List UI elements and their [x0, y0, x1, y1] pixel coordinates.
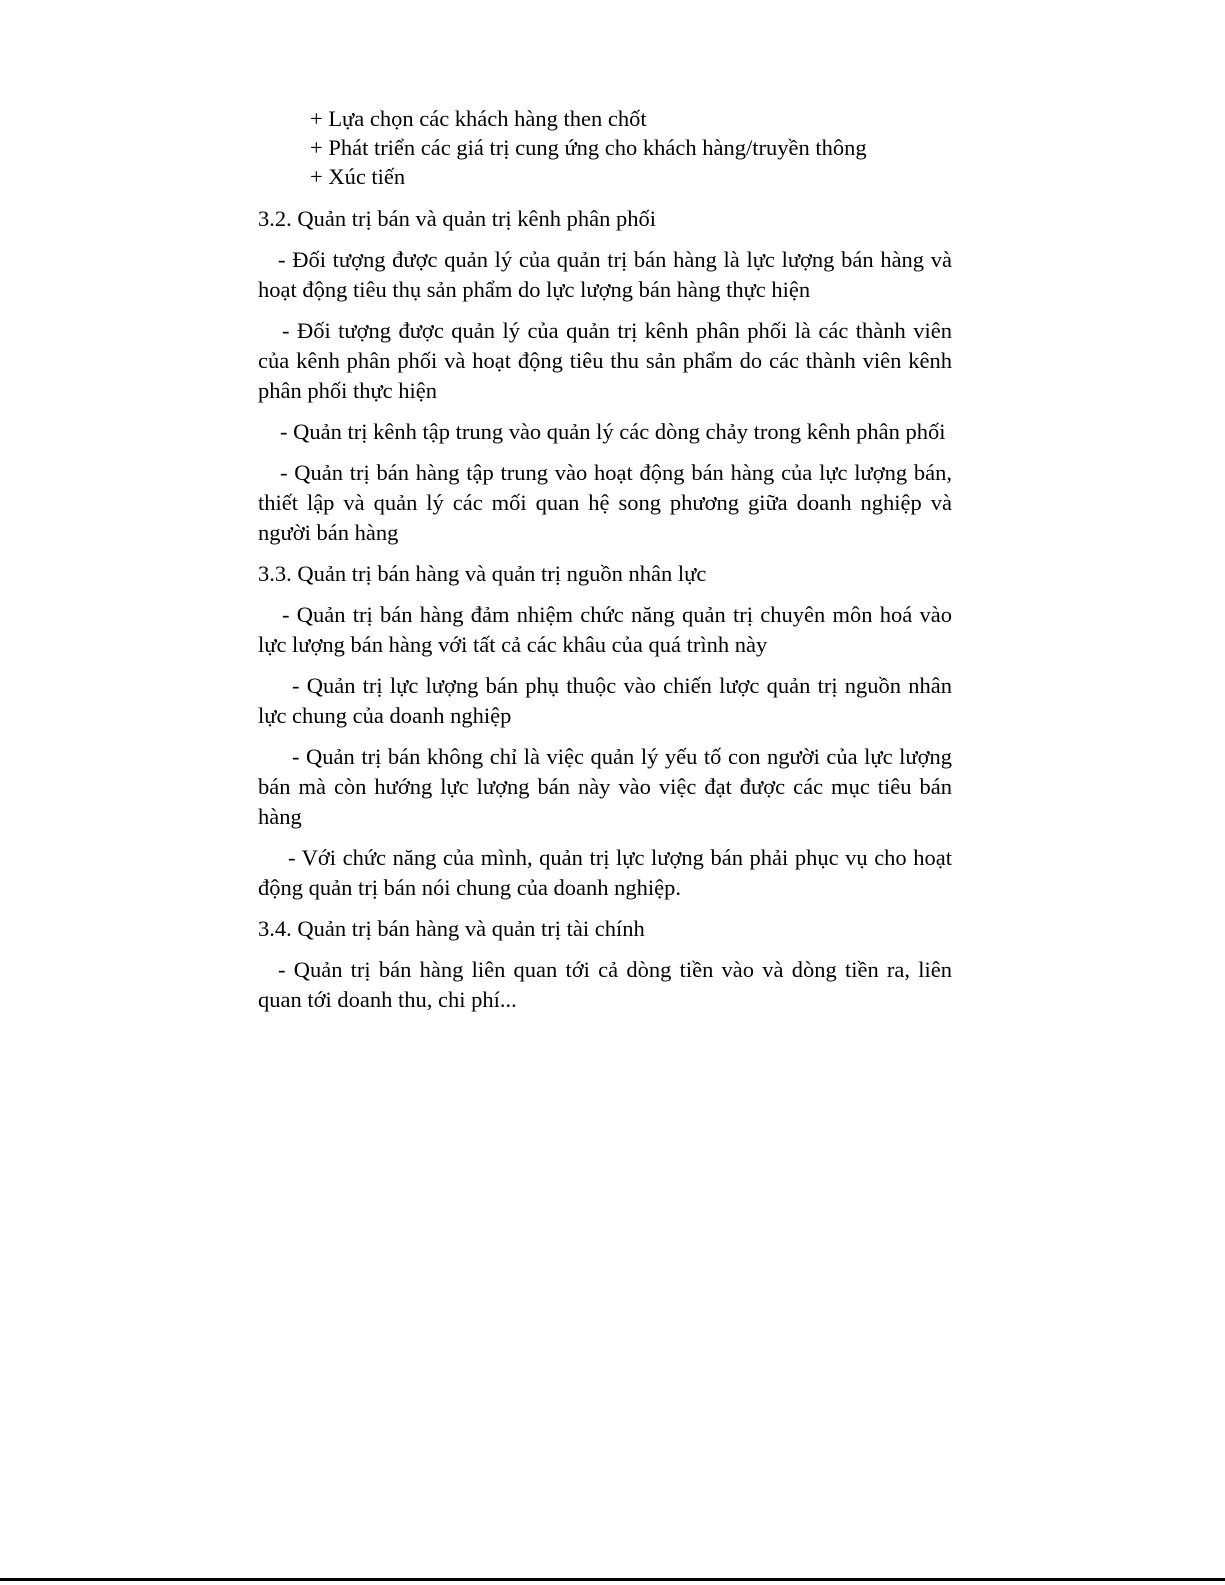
paragraph: - Quản trị bán hàng đảm nhiệm chức năng quản trị chuyên môn hoá vào lực lượng bán hàng với tất cả các khâu của quá trình này	[258, 602, 952, 657]
section-heading-3-4: 3.4. Quản trị bán hàng và quản trị tài chính	[258, 916, 645, 941]
bullet-item: + Xúc tiến	[310, 164, 406, 189]
paragraph: - Quản trị bán hàng liên quan tới cả dòng tiền vào và dòng tiền ra, liên quan tới doanh thu, chi phí...	[258, 957, 952, 1012]
paragraph: - Đối tượng được quản lý của quản trị bán hàng là lực lượng bán hàng và hoạt động tiêu thụ sản phẩm do lực lượng bán hàng thực hiện	[258, 247, 952, 302]
paragraph: - Quản trị bán không chỉ là việc quản lý yếu tố con người của lực lượng bán mà còn hướng lực lượng bán này vào việc đạt được các mục tiêu bán hàng	[258, 744, 952, 829]
section-heading-3-2: 3.2. Quản trị bán và quản trị kênh phân phối	[258, 206, 657, 231]
bullet-item: + Lựa chọn các khách hàng then chốt	[310, 106, 647, 131]
paragraph: - Đối tượng được quản lý của quản trị kênh phân phối là các thành viên của kênh phân phối và hoạt động tiêu thu sản phẩm do các thành viên kênh phân phối thực hiện	[258, 318, 952, 403]
bullet-item: + Phát triển các giá trị cung ứng cho khách hàng/truyền thông	[310, 135, 867, 160]
paragraph: - Quản trị kênh tập trung vào quản lý các dòng chảy trong kênh phân phối	[280, 419, 946, 444]
section-heading-3-3: 3.3. Quản trị bán hàng và quản trị nguồn nhân lực	[258, 561, 707, 586]
document-page	[258, 104, 952, 1015]
page-bottom-border	[0, 1578, 1225, 1581]
paragraph: - Quản trị lực lượng bán phụ thuộc vào chiến lược quản trị nguồn nhân lực chung của doanh nghiệp	[258, 673, 952, 728]
paragraph: - Với chức năng của mình, quản trị lực lượng bán phải phục vụ cho hoạt động quản trị bán nói chung của doanh nghiệp.	[258, 845, 952, 900]
paragraph: - Quản trị bán hàng tập trung vào hoạt động bán hàng của lực lượng bán, thiết lập và quản lý các mối quan hệ song phương giữa doanh nghiệp và người bán hàng	[258, 460, 952, 545]
